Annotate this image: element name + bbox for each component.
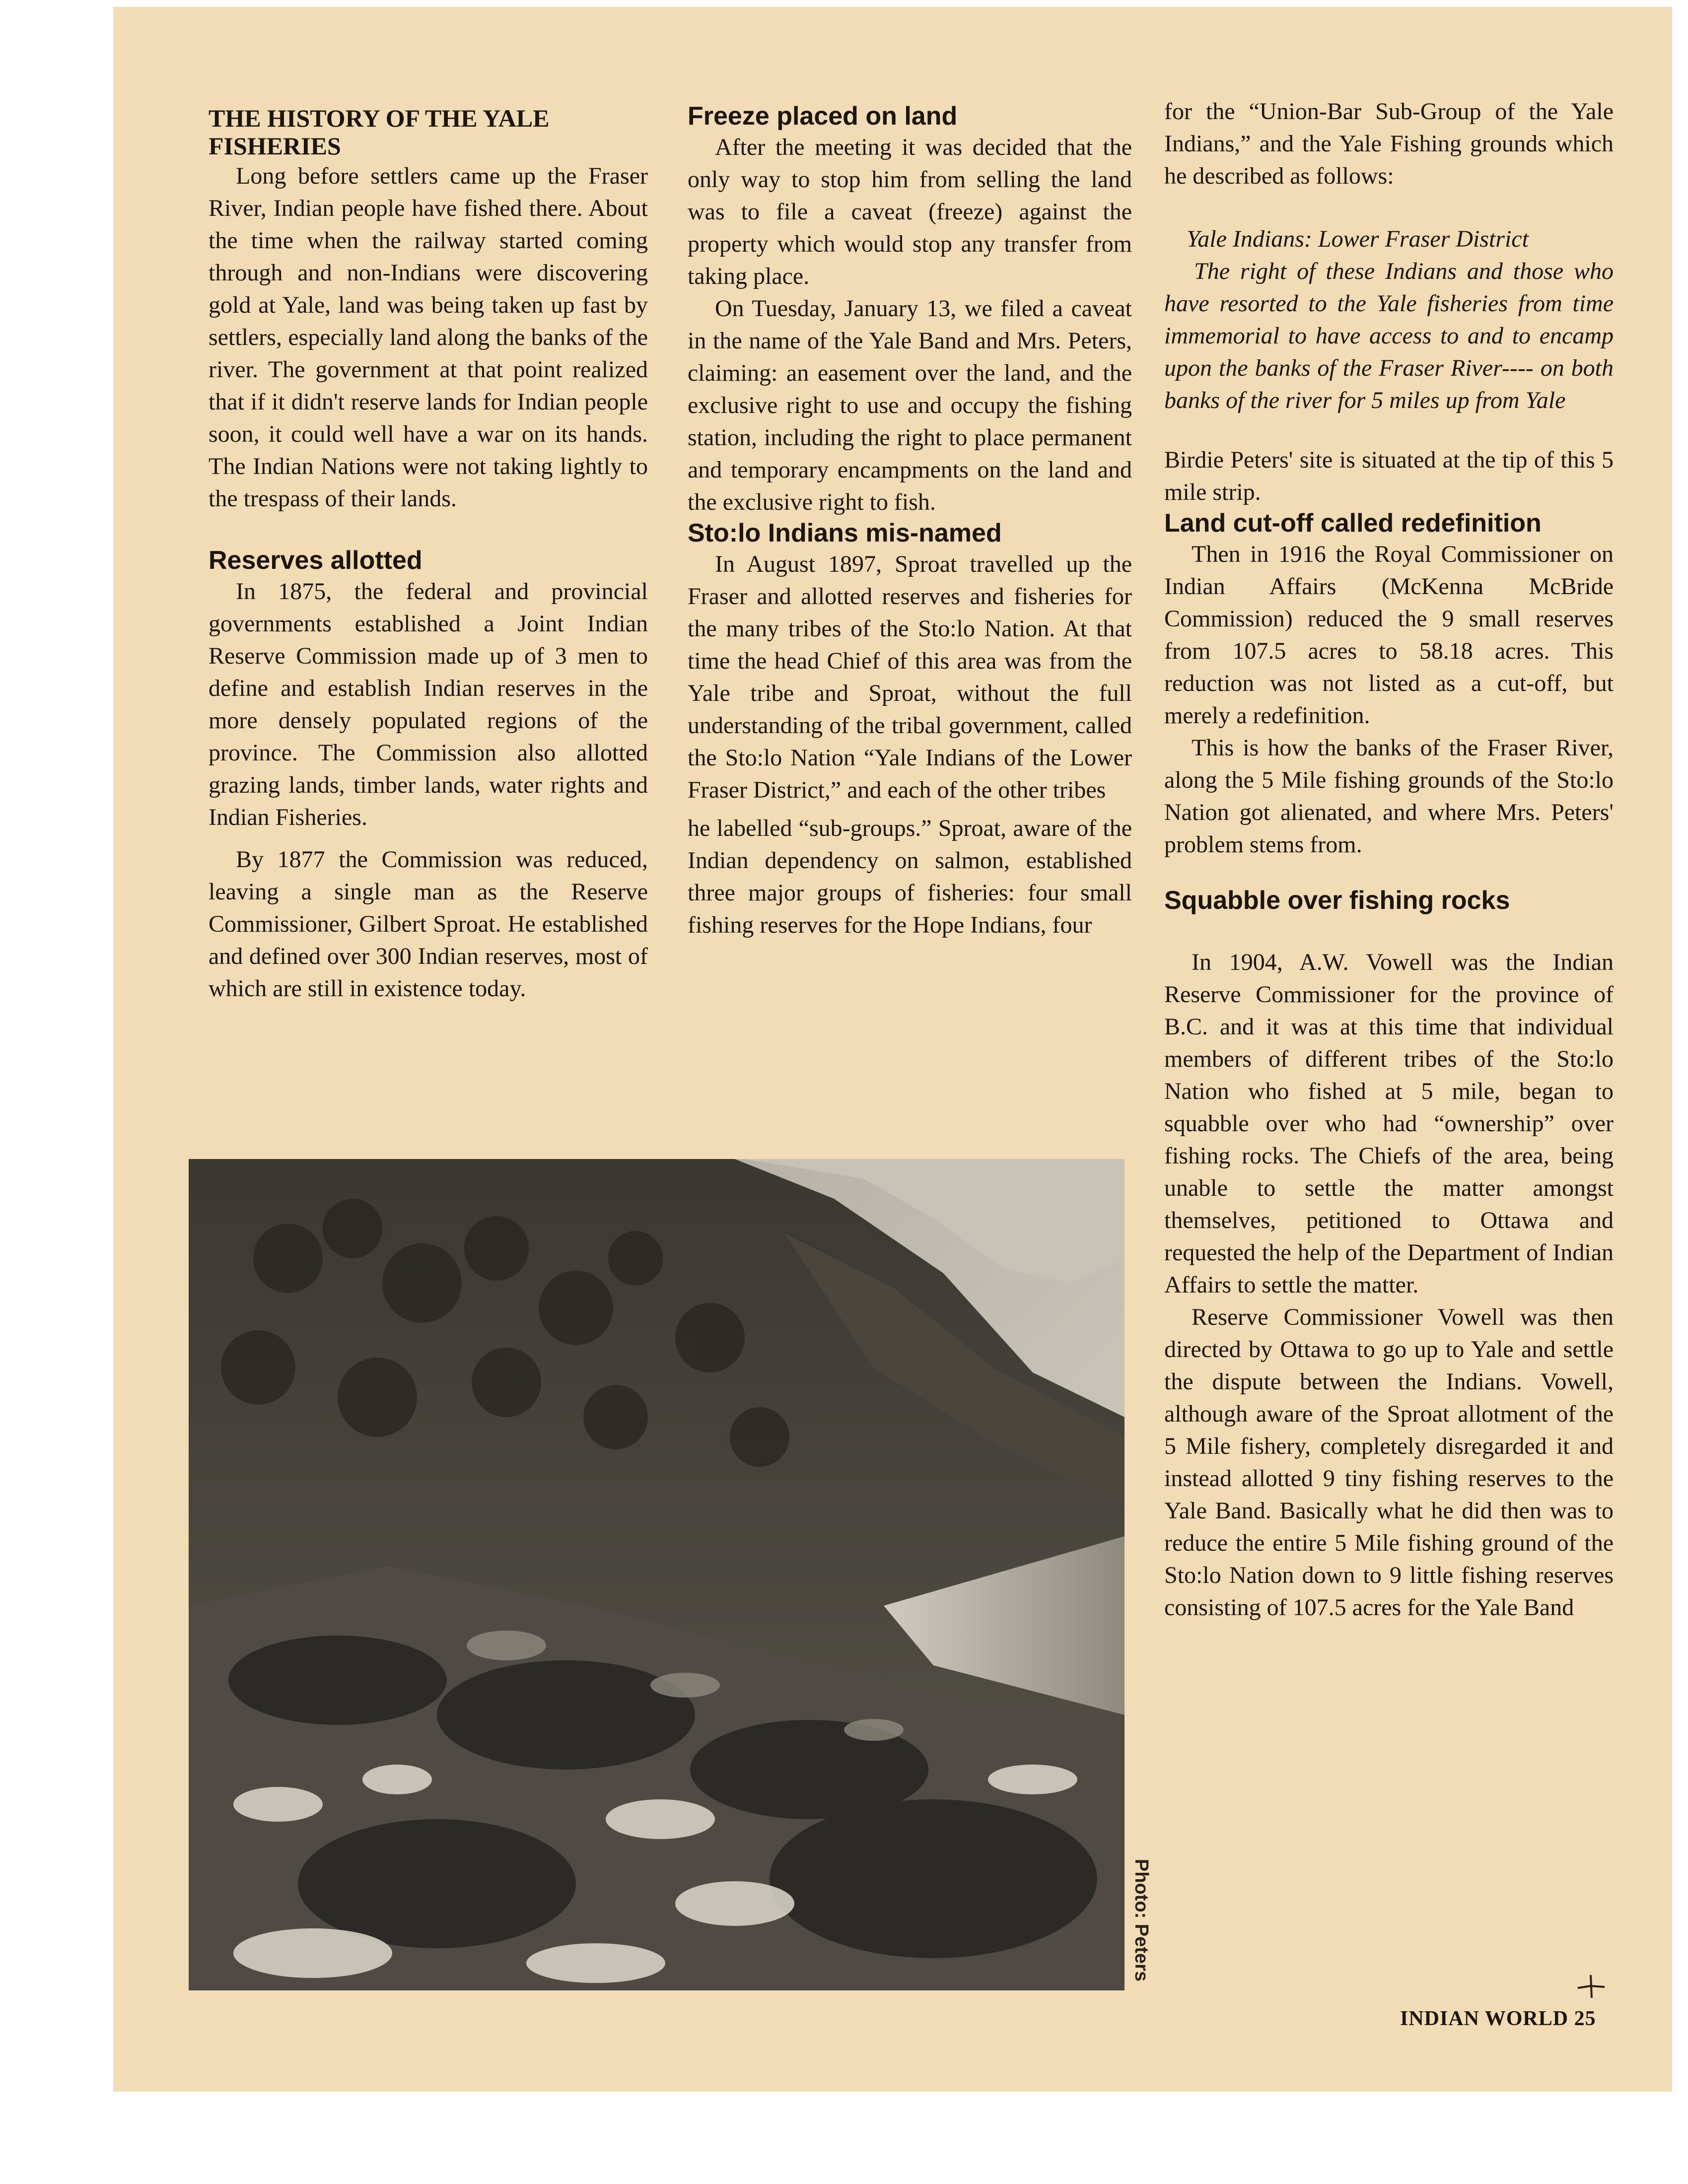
paragraph: In 1875, the federal and provincial governments established a Joint Indian Reserve Commission made up of 3 men to define and establish Indian reserves in the more densely populated regions of the province. The Commission also allotted grazing lands, timber lands, water rights and Indian Fisheries.	[209, 578, 648, 830]
column-3	[1164, 95, 1614, 1624]
paragraph: By 1877 the Commission was reduced, leaving a single man as the Reserve Commissioner, Gilbert Sproat. He established and defined over 300 Indian reserves, most of which are still in existence today.	[209, 846, 648, 1002]
paragraph: This is how the banks of the Fraser River, along the 5 Mile fishing grounds of the Sto:lo Nation got alienated, and where Mrs. Peters' problem stems from.	[1164, 735, 1614, 858]
paragraph: Then in 1916 the Royal Commissioner on Indian Affairs (McKenna McBride Commission) reduced the 9 small reserves from 107.5 acres to 58.18 acres. This reduction was not listed as a cut-off, but merely a redefinition.	[1164, 541, 1614, 729]
paragraph: After the meeting it was decided that the only way to stop him from selling the land was to file a caveat (freeze) against the property which would stop any transfer from taking place.	[688, 134, 1132, 289]
paragraph: On Tuesday, January 13, we filed a caveat in the name of the Yale Band and Mrs. Peters, claiming: an easement over the land, and the exclusive right to use and occupy the fishing station, including the right to place permanent and temporary encampments on the land and the exclusive right to fish.	[688, 295, 1132, 515]
article-title: THE HISTORY OF THE YALE FISHERIES	[209, 104, 550, 160]
column-2	[688, 101, 1132, 941]
river-bank-photo	[189, 1159, 1125, 1990]
paragraph: Birdie Peters' site is situated at the tip of this 5 mile strip.	[1164, 447, 1614, 505]
quote-title: Yale Indians: Lower Fraser District	[1187, 226, 1529, 252]
page-footer: INDIAN WORLD 25	[1400, 2007, 1596, 2030]
paragraph: In August 1897, Sproat travelled up the Fraser and allotted reserves and fisheries for the many tribes of the Sto:lo Nation. At that time the head Chief of this area was from the Yale tribe and Sproat, without the full understanding of the tribal government, called the Sto:lo Nation “Yale Indians of the Lower Fraser District,” and each of the other tribes	[688, 551, 1132, 803]
photo-credit: Photo: Peters	[1131, 1859, 1152, 1982]
section-heading-land-cut-off: Land cut-off called redefinition	[1164, 509, 1542, 538]
end-mark-icon	[1574, 1968, 1609, 2003]
paragraph: In 1904, A.W. Vowell was the Indian Reserve Commissioner for the province of B.C. and it was at this time that individual members of different tribes of the Sto:lo Nation who fished at 5 mile, began to squabble over who had “ownership” over fishing rocks. The Chiefs of the area, being unable to settle the matter amongst themselves, petitioned to Ottawa and requested the help of the Department of Indian Affairs to settle the matter.	[1164, 949, 1614, 1298]
paragraph: he labelled “sub-groups.” Sproat, aware of the Indian dependency on salmon, established three major groups of fisheries: four small fishing reserves for the Hope Indians, four	[688, 815, 1132, 938]
section-heading-freeze-placed-on-land: Freeze placed on land	[688, 102, 958, 131]
column-1	[209, 104, 648, 1005]
paragraph: Reserve Commissioner Vowell was then directed by Ottawa to go up to Yale and settle the dispute between the Indians. Vowell, although aware of the Sproat allotment of the 5 Mile fishery, completely disregarded it and instead allotted 9 tiny fishing reserves to the Yale Band. Basically what he did then was to reduce the entire 5 Mile fishing ground of the Sto:lo Nation down to 9 little fishing reserves consisting of 107.5 acres for the Yale Band	[1164, 1304, 1614, 1621]
section-heading-stolo-indians-mis-named: Sto:lo Indians mis-named	[688, 519, 1002, 547]
section-heading-squabble-over-fishing-rocks: Squabble over fishing rocks	[1164, 886, 1510, 915]
section-heading-reserves-allotted: Reserves allotted	[209, 546, 422, 575]
paragraph: for the “Union-Bar Sub-Group of the Yale Indians,” and the Yale Fishing grounds which he described as follows:	[1164, 98, 1614, 189]
paragraph: Long before settlers came up the Fraser River, Indian people have fished there. About the time when the railway started coming through and non-Indians were discovering gold at Yale, land was being taken up fast by settlers, especially land along the banks of the river. The government at that point realized that if it didn't reserve lands for Indian people soon, it could well have a war on its hands. The Indian Nations were not taking lightly to the trespass of their lands.	[209, 163, 648, 512]
quote-body: The right of these Indians and those who have resorted to the Yale fisheries from time immemorial to have access to and to encamp upon the banks of the Fraser River---- on both banks of the river for 5 miles up from Yale	[1164, 258, 1614, 413]
